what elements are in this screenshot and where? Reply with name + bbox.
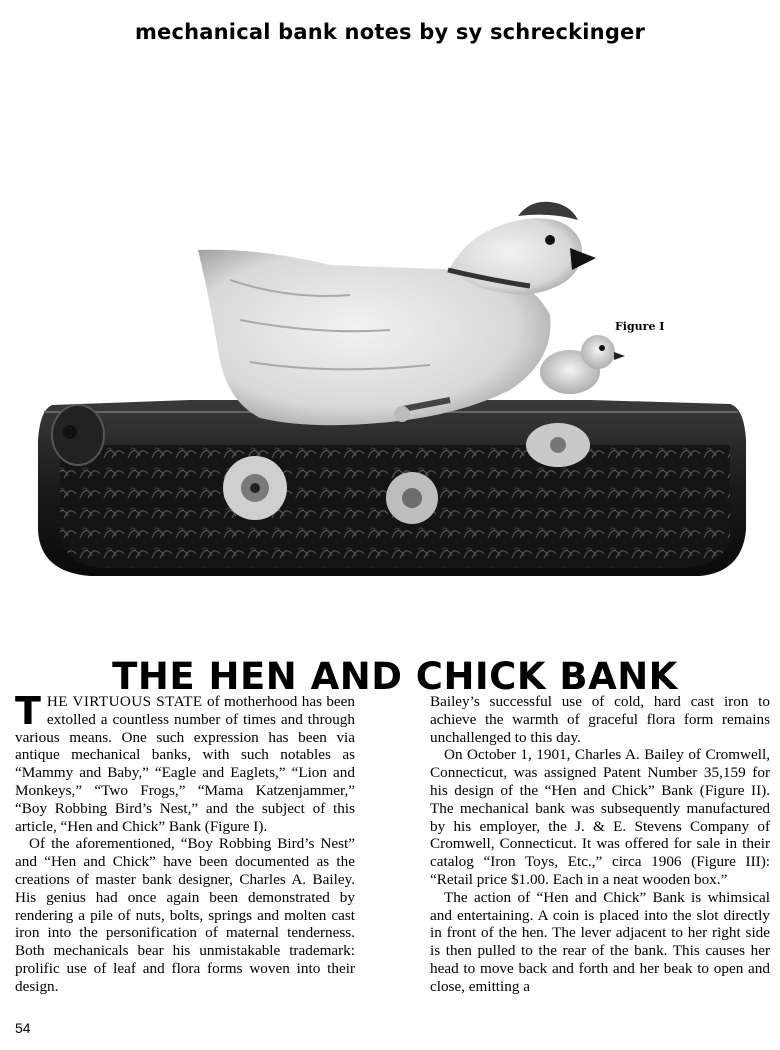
paragraph-text: of motherhood has been extolled a countless number of times and through various means. One such expression has been via antique mechanical banks, with such notables as “Mammy and Baby,” “Eagle and Eaglets,” “Lion and Monkeys,” “Two Frogs,” “Mama Katzenjammer,” “Boy Robbing Bird’s Nest,” and the subject of this article, “Hen and Chick” Bank (Figure I). — [15, 693, 356, 835]
page-number: 54 — [15, 1020, 31, 1036]
article-title: THE HEN AND CHICK BANK — [112, 654, 678, 698]
article-column-left — [15, 689, 356, 996]
figure-label: Figure I — [615, 320, 665, 333]
article-paragraph: Bailey’s successful use of cold, hard cast iron to achieve the warmth of graceful flora form remains unchallenged to this day. — [430, 693, 770, 746]
hen-figure — [198, 202, 596, 425]
drop-cap: T — [15, 689, 41, 733]
hen-and-chick-bank-photo — [30, 100, 755, 590]
article-paragraph: The action of “Hen and Chick” Bank is whimsical and entertaining. A coin is placed into the slot directly in front of the hen. The lever adjacent to her right side is then pulled to the rear of the bank. This causes her head to move back and forth and her beak to open and close, emitting a — [430, 888, 770, 995]
column-header: mechanical bank notes by sy schreckinger — [134, 20, 646, 44]
article-column-right — [430, 693, 770, 996]
chick-figure — [540, 335, 625, 394]
article-paragraph: On October 1, 1901, Charles A. Bailey of Cromwell, Connecticut, was assigned Patent Number 35,159 for his design of the “Hen and Chick” Bank (Figure II). The mechanical bank was subsequently manufactured by his employer, the J. & E. Stevens Company of Cromwell, Connecticut. It was offered for sale in their catalog “Iron Toys, Etc.,” circa 1906 (Figure III): “Retail price $1.00. Each in a neat wooden box.” — [430, 746, 770, 888]
figure-photo — [30, 100, 755, 590]
article-paragraph — [15, 689, 356, 835]
article-paragraph: Of the aforementioned, “Boy Robbing Bird’s Nest” and “Hen and Chick” have been documented as the creations of master bank designer, Charles A. Bailey. His genius had once again been demonstrated by rendering a pile of nuts, bolts, springs and molten cast iron into the personification of maternal tenderness. Both mechanicals bear his unmistakable trademark: prolific use of leaf and flora forms woven into their design. — [15, 835, 355, 995]
lead-in: HE VIRTUOUS STATE — [46, 693, 203, 710]
